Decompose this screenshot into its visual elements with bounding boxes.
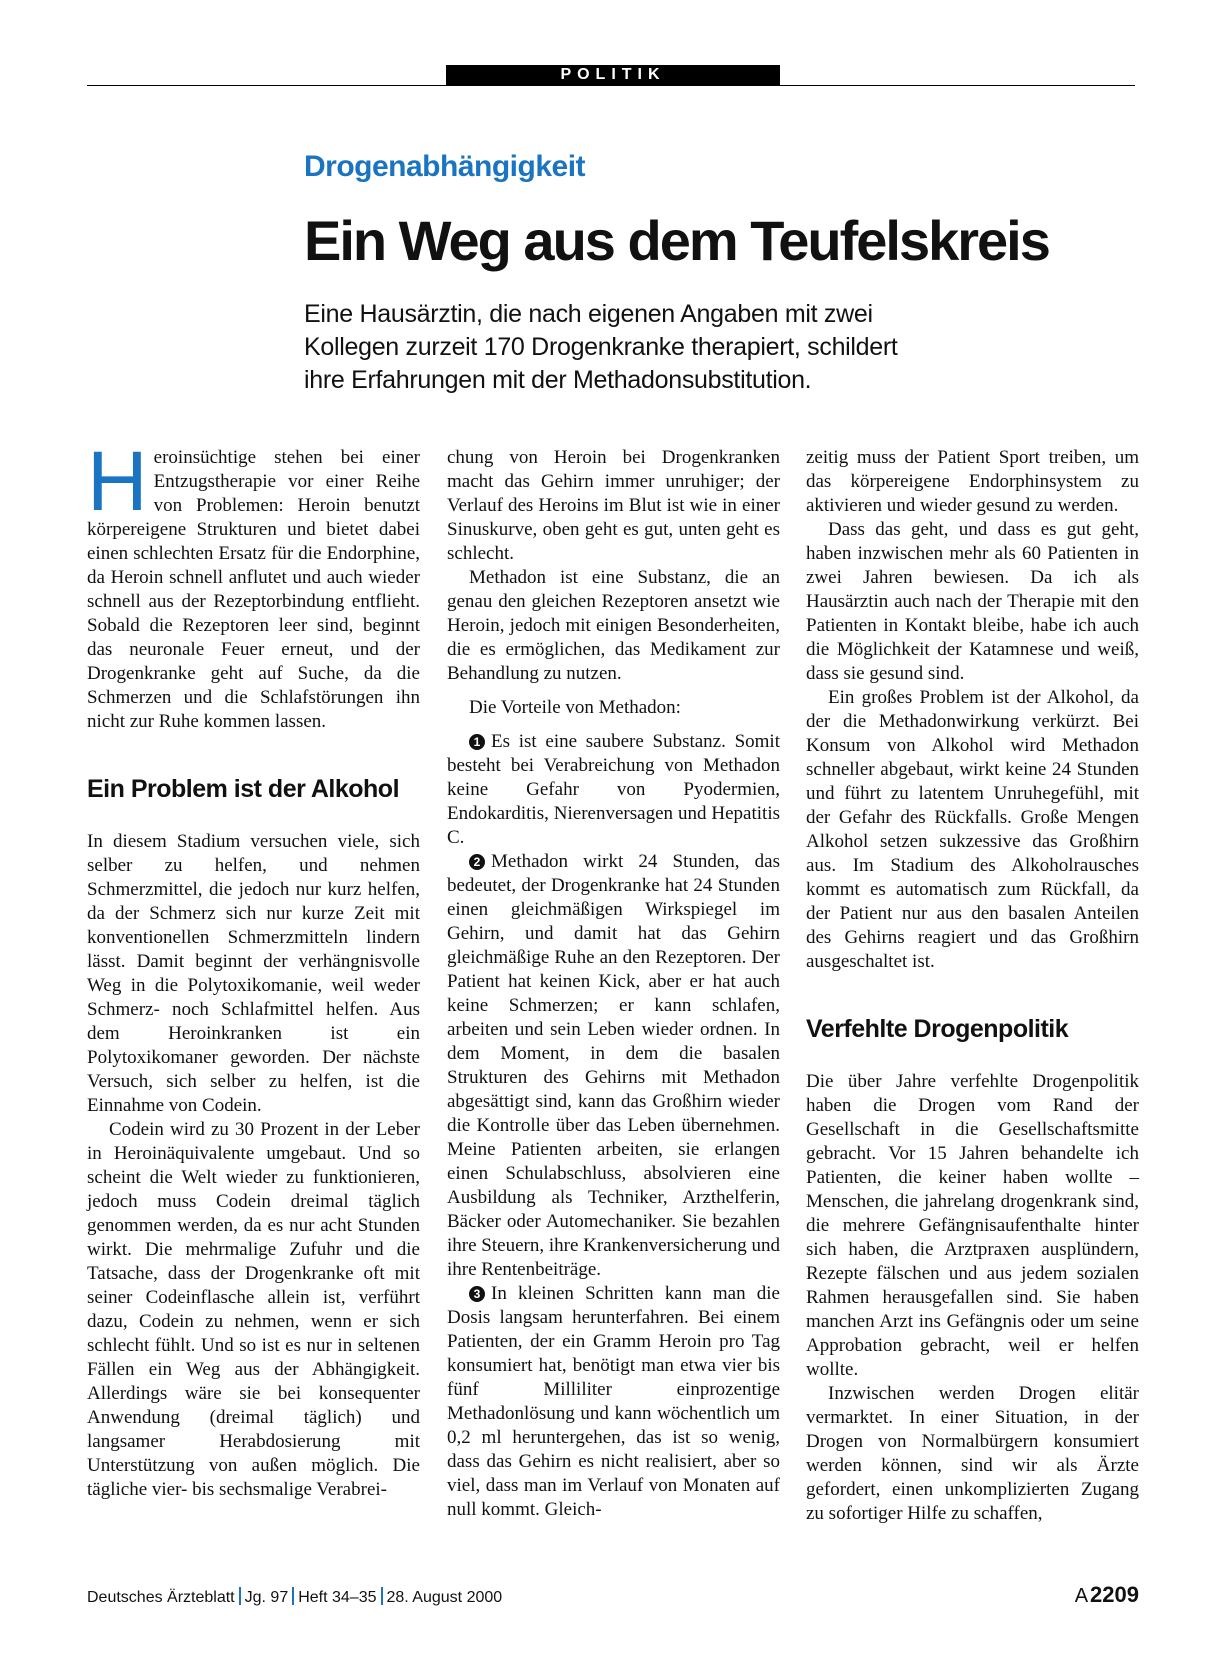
paragraph: Codein wird zu 30 Prozent in der Leber in Heroinäquivalente umgebaut. Und so scheint die Welt wieder zu funktionieren, jedoch muss Codein dreimal täglich genommen werden, da es nur acht Stunden wirkt. Die mehrmalige Zufuhr und die Tatsache, dass der Drogenkranke oft mit seiner Codeinflasche allein ist, verführt dazu, Codein zu nehmen, wenn er sich schlecht fühlt. Und so ist es nur in seltenen Fällen ein Weg aus der Abhängigkeit. Allerdings wäre sie bei konsequenter Anwendung (dreimal täglich) und langsamer Herabdosierung mit Unterstützung von außen möglich. Die tägliche vier- bis sechsmalige Verabrei- [87,1119,420,1500]
text-column-1 [87,434,420,1502]
page-digits: 2209 [1090,1582,1139,1607]
number-2-icon: 2 [469,854,485,870]
article-standfirst [304,298,1004,397]
journal-volume: Jg. 97 [244,1589,289,1606]
list-item-text: Es ist eine saubere Substanz. Somit besteht bei Verabreichung von Methadon keine Gefahr von Pyodermien, Endokarditis, Nierenversagen und Hepatitis C. [447,731,780,848]
paragraph [87,434,420,734]
page-letter: A [1074,1585,1089,1607]
list-item-text: In kleinen Schritten kann man die Dosis langsam herunterfahren. Bei einem Patienten, der ein Gramm Heroin pro Tag konsumiert hat, benötigt man etwa vier bis fünf Milliliter einprozentige Methadonlösung und kann wöchentlich um 0,2 ml heruntergehen, das ist so wenig, dass das Gehirn es nicht realisiert, aber so viel, dass man im Verlauf von Monaten auf null kommt. Gleich- [447,1283,780,1520]
issue-date: 28. August 2000 [386,1589,503,1606]
text-column-3 [806,446,1139,1526]
paragraph: Die über Jahre verfehlte Drogenpolitik haben die Drogen vom Rand der Gesellschaft in die Gesellschaftsmitte gebracht. Vor 15 Jahren behandelte ich Patienten, die keiner haben wollte – Menschen, die jahrelang drogenkrank sind, die mehrere Gefängnisaufenthalte hinter sich haben, die Arztpraxen ausplündern, Rezepte fälschen und aus jedem sozialen Rahmen herausgefallen sind. Sie haben manchen Arzt ins Gefängnis oder um seine Approbation gebracht, weil er helfen wollte. [806,1071,1139,1380]
paragraph: Die Vorteile von Methadon: [469,697,681,718]
paragraph: Inzwischen werden Drogen elitär vermarktet. In einer Situation, in der Drogen von Normalbürgern konsumiert werden können, sind wir als Ärzte gefordert, einen unkomplizierten Zugang zu sofortiger Hilfe zu schaffen, [806,1383,1139,1524]
journal-issue: Heft 34–35 [298,1589,377,1606]
number-1-icon: 1 [469,734,485,750]
page-footer [87,1587,502,1607]
article-kicker: Drogenabhängigkeit [304,150,586,183]
number-3-icon: 3 [469,1286,485,1302]
standfirst-line: ihre Erfahrungen mit der Methadonsubstitution. [304,366,812,394]
subheading: Ein Problem ist der Alkohol [87,775,400,803]
drop-cap: H [87,434,148,528]
list-item [447,850,780,1282]
footer-divider [239,1587,241,1605]
footer-divider [381,1587,383,1605]
paragraph: In diesem Stadium versuchen viele, sich selber zu helfen, und nehmen Schmerzmittel, die jedoch nur kurz helfen, da der Schmerz sich nur kurze Zeit mit konventionellen Schmerzmitteln lindern lässt. Damit beginnt der verhängnisvolle Weg in die Polytoxikomanie, weil weder Schmerz- noch Schlafmittel helfen. Aus dem Heroinkranken ist ein Polytoxikomaner geworden. Der nächste Versuch, sich selber zu helfen, ist die Einnahme von Codein. [87,831,420,1116]
paragraph: Ein großes Problem ist der Alkohol, da der die Methadonwirkung verkürzt. Bei Konsum von Alkohol wird Methadon schneller abgebaut, wirkt keine 24 Stunden und führt zu latentem Unruhegefühl, mit der Gefahr des Rückfalls. Große Mengen Alkohol setzen sukzessive das Großhirn aus. Im Stadium des Alkoholrausches kommt es automatisch zum Rückfall, da der Patient nur aus den basalen Anteilen des Gehirns reagiert und das Großhirn ausgeschaltet ist. [806,687,1139,972]
paragraph: Dass das geht, und dass es gut geht, haben inzwischen mehr als 60 Patienten in zwei Jahren bewiesen. Da ich als Hausärztin auch nach der Therapie mit den Patienten in Kontakt bleibe, habe ich auch die Möglichkeit der Katamnese und weiß, dass sie gesund sind. [806,519,1139,684]
article-headline: Ein Weg aus dem Teufelskreis [304,209,1049,272]
text-column-2 [447,446,780,1522]
subheading: Verfehlte Drogenpolitik [806,1015,1069,1043]
page-number [1075,1582,1139,1608]
journal-name: Deutsches Ärzteblatt [87,1589,235,1606]
paragraph: zeitig muss der Patient Sport treiben, um das körpereigene Endorphinsystem zu aktivieren und wieder gesund zu werden. [806,447,1139,516]
paragraph: Methadon ist eine Substanz, die an genau den gleichen Rezeptoren ansetzt wie Heroin, jedoch mit einigen Besonderheiten, die es ermöglichen, das Medikament zur Behandlung zu nutzen. [447,567,780,684]
standfirst-line: Eine Hausärztin, die nach eigenen Angaben mit zwei [304,300,873,328]
paragraph-text: eroinsüchtige stehen bei einer Entzugstherapie vor einer Reihe von Problemen: Heroin benutzt körpereigene Strukturen und bietet dabei einen schlechten Ersatz für die Endorphine, da Heroin schnell anflutet und auch wieder schnell aus der Rezeptorbindung entflieht. Sobald die Rezeptoren leer sind, beginnt das neuronale Feuer erneut, und der Drogenkranke geht auf Suche, da die Schmerzen und die Schlafstörungen ihn nicht zur Ruhe kommen lassen. [87,447,420,732]
list-item-text: Methadon wirkt 24 Stunden, das bedeutet, der Drogenkranke hat 24 Stunden einen gleichmäßigen Wirkspiegel im Gehirn, und damit hat das Gehirn gleichmäßige Ruhe an den Rezeptoren. Der Patient hat keinen Kick, aber er hat auch keine Schmerzen; er kann schlafen, arbeiten und sein Leben wieder ordnen. In dem Moment, in dem die basalen Strukturen des Gehirns mit Methadon abgesättigt sind, kann das Großhirn wieder die Kontrolle über das Leben übernehmen. Meine Patienten arbeiten, sie erlangen einen Schulabschluss, absolvieren eine Ausbildung als Techniker, Arzthelferin, Bäcker oder Automechaniker. Sie bezahlen ihre Steuern, ihre Krankenversicherung und ihre Rentenbeiträge. [447,851,780,1280]
section-label: POLITIK [446,65,780,85]
standfirst-line: Kollegen zurzeit 170 Drogenkranke therapiert, schildert [304,333,898,361]
list-item [447,1282,780,1522]
top-rule [87,85,1135,86]
footer-divider [292,1587,294,1605]
list-item [447,730,780,850]
paragraph: chung von Heroin bei Drogenkranken macht das Gehirn immer unruhiger; der Verlauf des Heroins im Blut ist wie in einer Sinuskurve, oben geht es gut, unten geht es schlecht. [447,447,780,564]
